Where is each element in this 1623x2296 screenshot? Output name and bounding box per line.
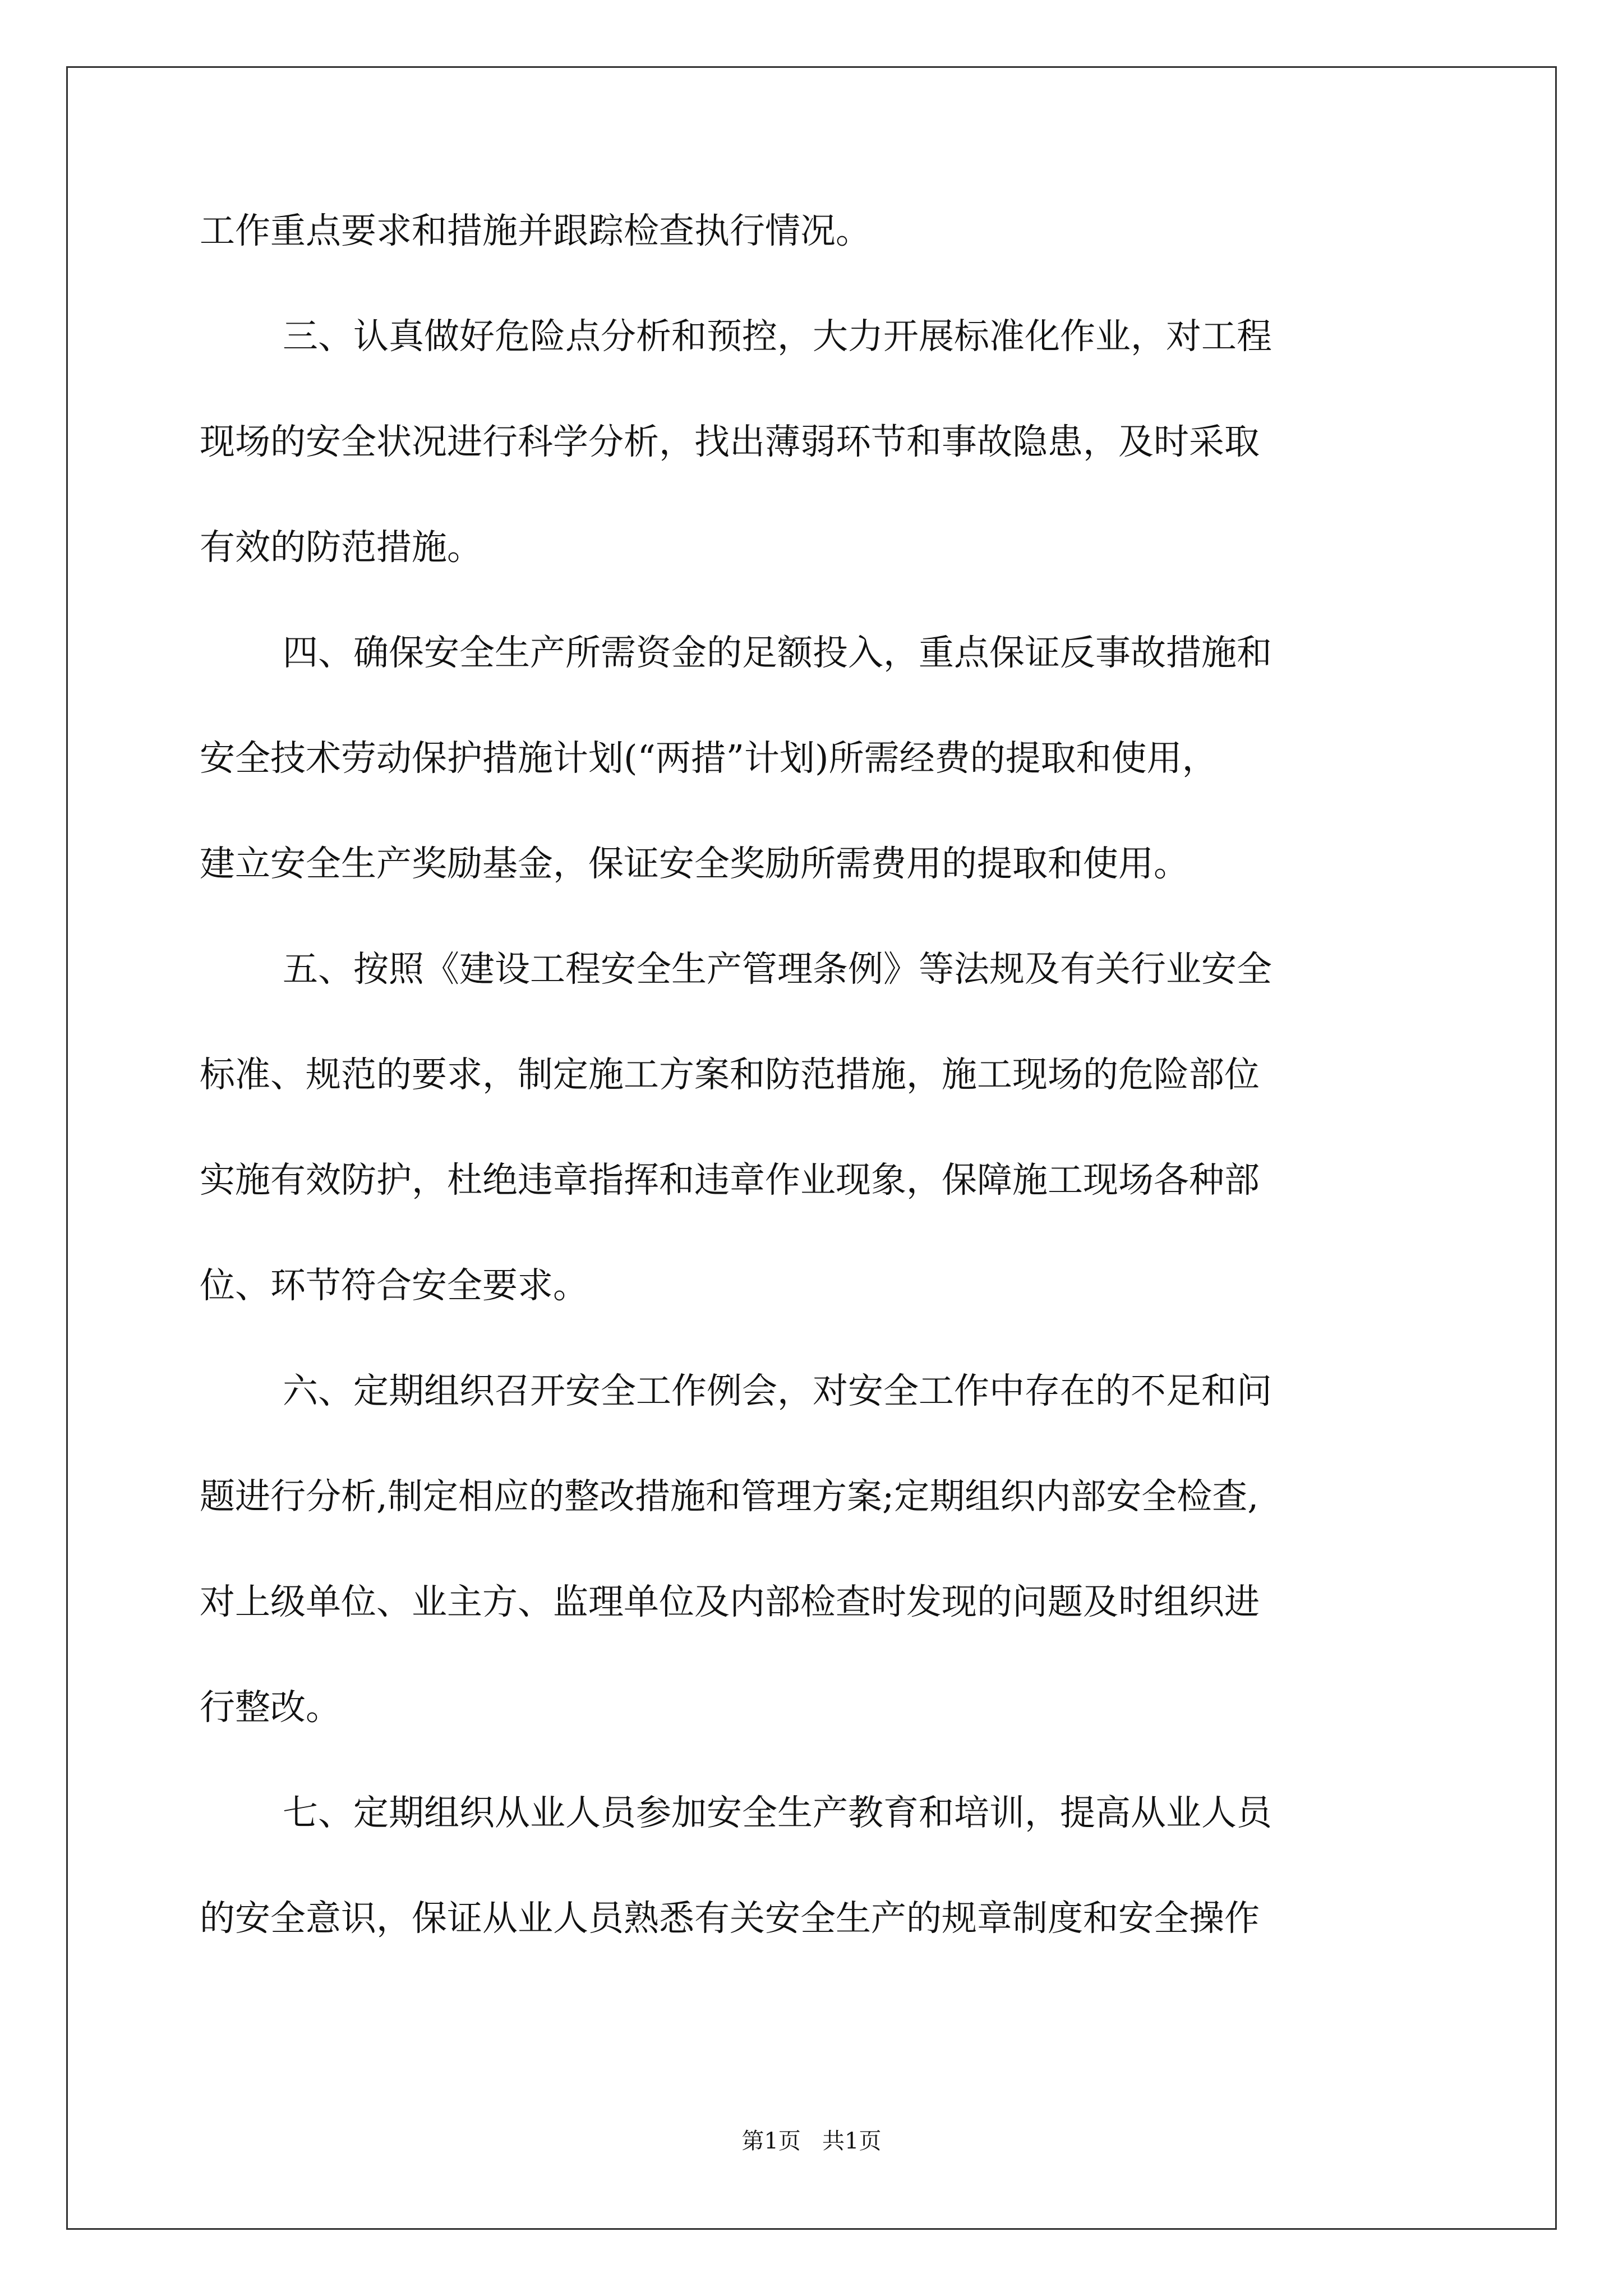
text-line: 行整改。 [200,1687,341,1728]
text-line: 实施有效防护，杜绝违章指挥和违章作业现象，保障施工现场各种部 [200,1159,1260,1200]
text-line: 标准、规范的要求，制定施工方案和防范措施，施工现场的危险部位 [200,1054,1260,1095]
text-line: 位、环节符合安全要求。 [200,1265,588,1306]
text-line: 有效的防范措施。 [200,527,482,568]
text-line: 四、确保安全生产所需资金的足额投入，重点保证反事故措施和 [283,632,1272,673]
text-line: 对上级单位、业主方、监理单位及内部检查时发现的问题及时组织进 [200,1581,1260,1622]
text-line: 现场的安全状况进行科学分析，找出薄弱环节和事故隐患，及时采取 [200,421,1260,462]
text-line: 六、定期组织召开安全工作例会，对安全工作中存在的不足和问 [283,1370,1272,1411]
text-line: 三、认真做好危险点分析和预控，大力开展标准化作业，对工程 [283,316,1272,357]
text-line: 安全技术劳动保护措施计划(“两措”计划)所需经费的提取和使用， [200,738,1218,779]
page-footer: 第1页 共1页 [741,2128,882,2154]
text-line: 五、按照《建设工程安全生产管理条例》等法规及有关行业安全 [283,949,1272,990]
text-line: 题进行分析,制定相应的整改措施和管理方案;定期组织内部安全检查, [200,1476,1259,1517]
text-line: 的安全意识，保证从业人员熟悉有关安全生产的规章制度和安全操作 [200,1898,1260,1939]
text-line: 工作重点要求和措施并跟踪检查执行情况。 [200,210,871,251]
text-line: 建立安全生产奖励基金，保证安全奖励所需费用的提取和使用。 [200,843,1189,884]
text-line: 七、定期组织从业人员参加安全生产教育和培训，提高从业人员 [283,1792,1272,1833]
